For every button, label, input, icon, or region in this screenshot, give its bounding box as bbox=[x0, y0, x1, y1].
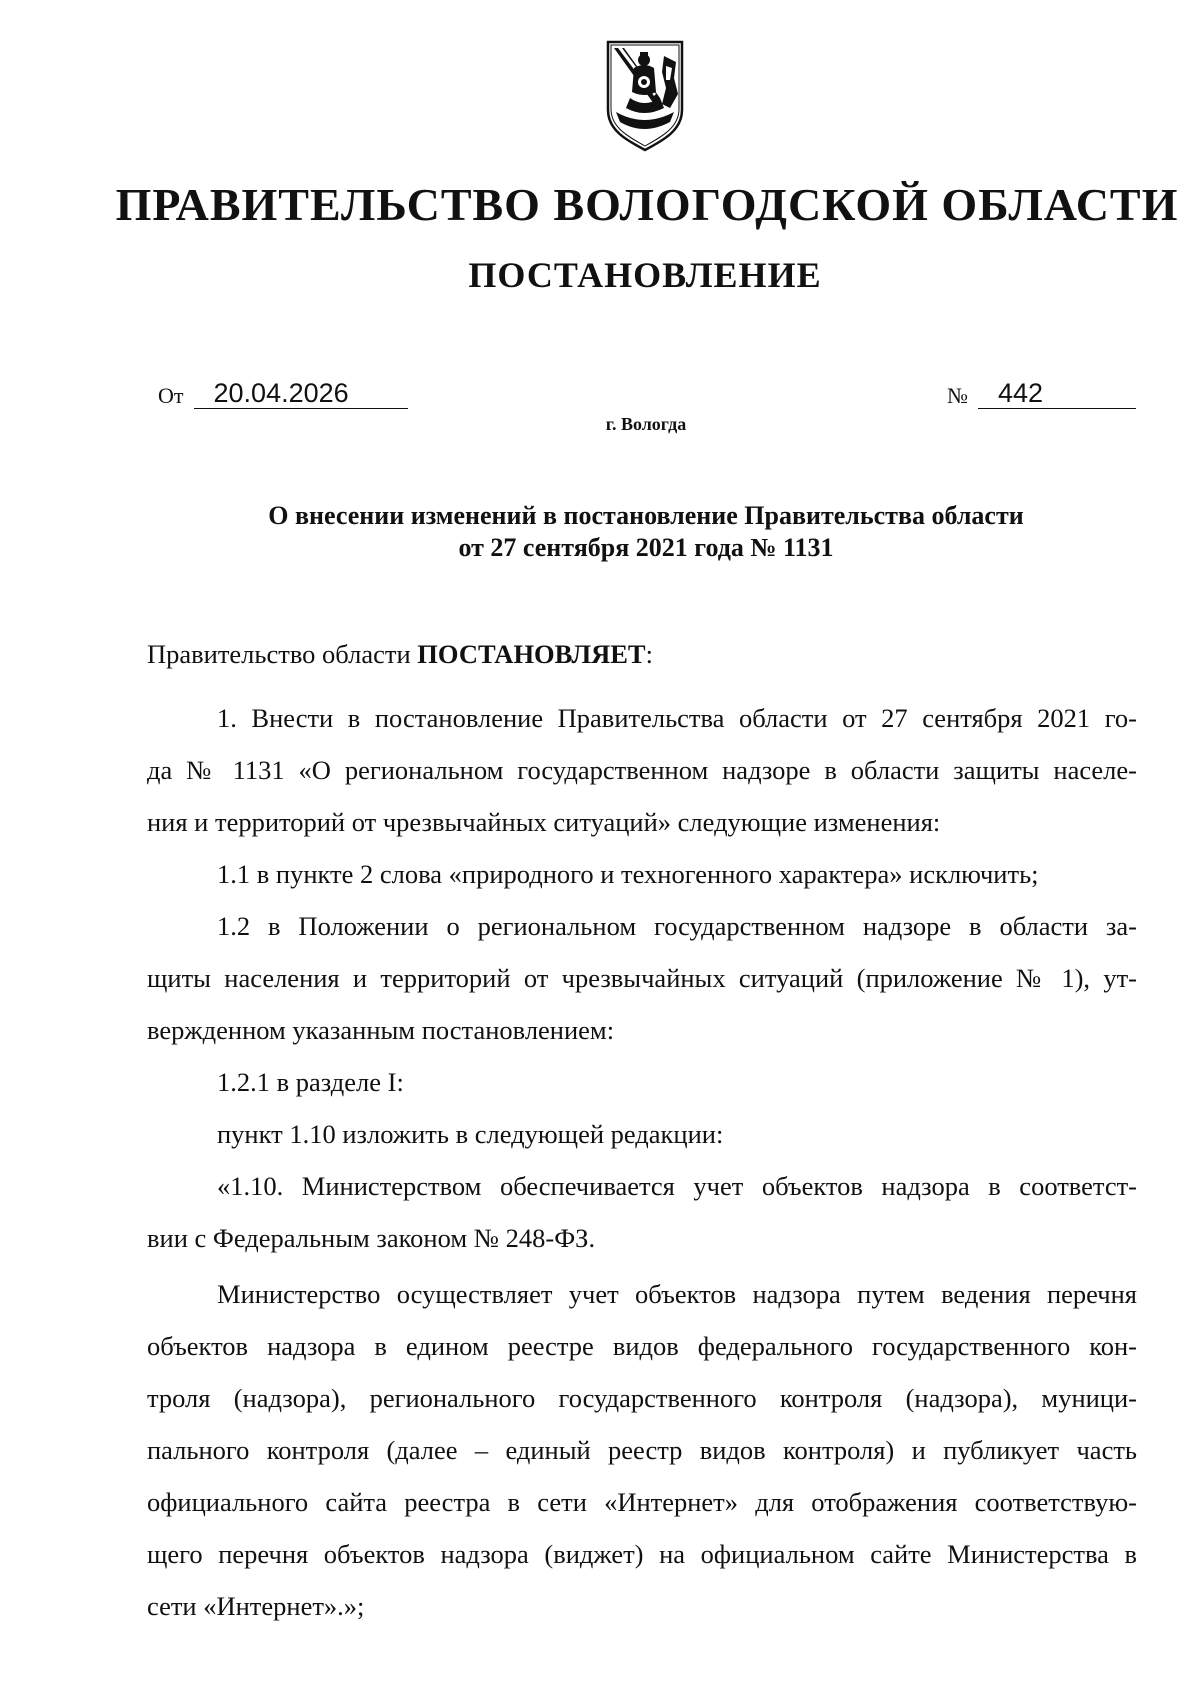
text-line: пункт 1.10 изложить в следующей редакции: bbox=[217, 1119, 724, 1149]
text-line: вержденном указанным постановлением: bbox=[147, 1015, 615, 1045]
government-title: ПРАВИТЕЛЬСТВО ВОЛОГОДСКОЙ ОБЛАСТИ bbox=[115, 179, 1179, 230]
subject-line: от 27 сентября 2021 года № 1131 bbox=[458, 533, 834, 562]
text-line: официального сайта реестра в сети «Интернет» для отображения соответствую- bbox=[147, 1487, 1137, 1517]
text-line: да № 1131 «О региональном государственном надзоре в области защиты населе- bbox=[147, 755, 1137, 785]
text-line: 1. Внести в постановление Правительства области от 27 сентября 2021 го- bbox=[217, 703, 1137, 733]
text-line: 1.2.1 в разделе I: bbox=[217, 1067, 404, 1097]
text-line: объектов надзора в едином реестре видов федерального государственного кон- bbox=[147, 1331, 1137, 1361]
number-value: 442 bbox=[978, 378, 1136, 409]
text-line: сети «Интернет».»; bbox=[147, 1591, 365, 1621]
text-line: щего перечня объектов надзора (виджет) на официальном сайте Министерства в bbox=[147, 1539, 1137, 1569]
preamble bbox=[147, 628, 1137, 680]
text-line: пального контроля (далее – единый реестр видов контроля) и публикует часть bbox=[147, 1435, 1137, 1465]
coat-of-arms-icon bbox=[604, 38, 686, 154]
date-value: 20.04.2026 bbox=[194, 378, 408, 409]
paragraph-quote-1-10 bbox=[147, 1160, 1137, 1264]
paragraph-item-1-10 bbox=[147, 1108, 1137, 1160]
date-label: От bbox=[158, 383, 184, 408]
text-line: вии с Федеральным законом № 248-ФЗ. bbox=[147, 1223, 596, 1253]
text-line: «1.10. Министерством обеспечивается учет объектов надзора в соответст- bbox=[217, 1171, 1137, 1201]
preamble-verb: ПОСТАНОВЛЯЕТ bbox=[417, 639, 646, 669]
subject-line: О внесении изменений в постановление Правительства области bbox=[268, 501, 1024, 530]
paragraph-1-1 bbox=[147, 848, 1137, 900]
document-body bbox=[147, 628, 1137, 1632]
text-line: ния и территорий от чрезвычайных ситуаций» следующие изменения: bbox=[147, 807, 941, 837]
number-field bbox=[947, 378, 1136, 409]
text-line: троля (надзора), регионального государственного контроля (надзора), муници- bbox=[147, 1383, 1137, 1413]
text-line: 1.2 в Положении о региональном государственном надзоре в области за- bbox=[217, 911, 1137, 941]
paragraph-1 bbox=[147, 692, 1137, 848]
paragraph-ministry bbox=[147, 1268, 1137, 1632]
text-line: Министерство осуществляет учет объектов надзора путем ведения перечня bbox=[217, 1279, 1137, 1309]
document-type: ПОСТАНОВЛЕНИЕ bbox=[468, 255, 822, 295]
text-line: 1.1 в пункте 2 слова «природного и техногенного характера» исключить; bbox=[217, 859, 1039, 889]
preamble-text: Правительство области bbox=[147, 639, 418, 669]
text-line: щиты населения и территорий от чрезвычайных ситуаций (приложение № 1), ут- bbox=[147, 963, 1137, 993]
preamble-colon: : bbox=[645, 639, 653, 669]
paragraph-1-2-1 bbox=[147, 1056, 1137, 1108]
paragraph-1-2 bbox=[147, 900, 1137, 1056]
city: г. Вологда bbox=[605, 414, 687, 434]
date-field bbox=[158, 378, 408, 409]
number-label: № bbox=[947, 383, 968, 408]
document-subject bbox=[0, 500, 1200, 564]
